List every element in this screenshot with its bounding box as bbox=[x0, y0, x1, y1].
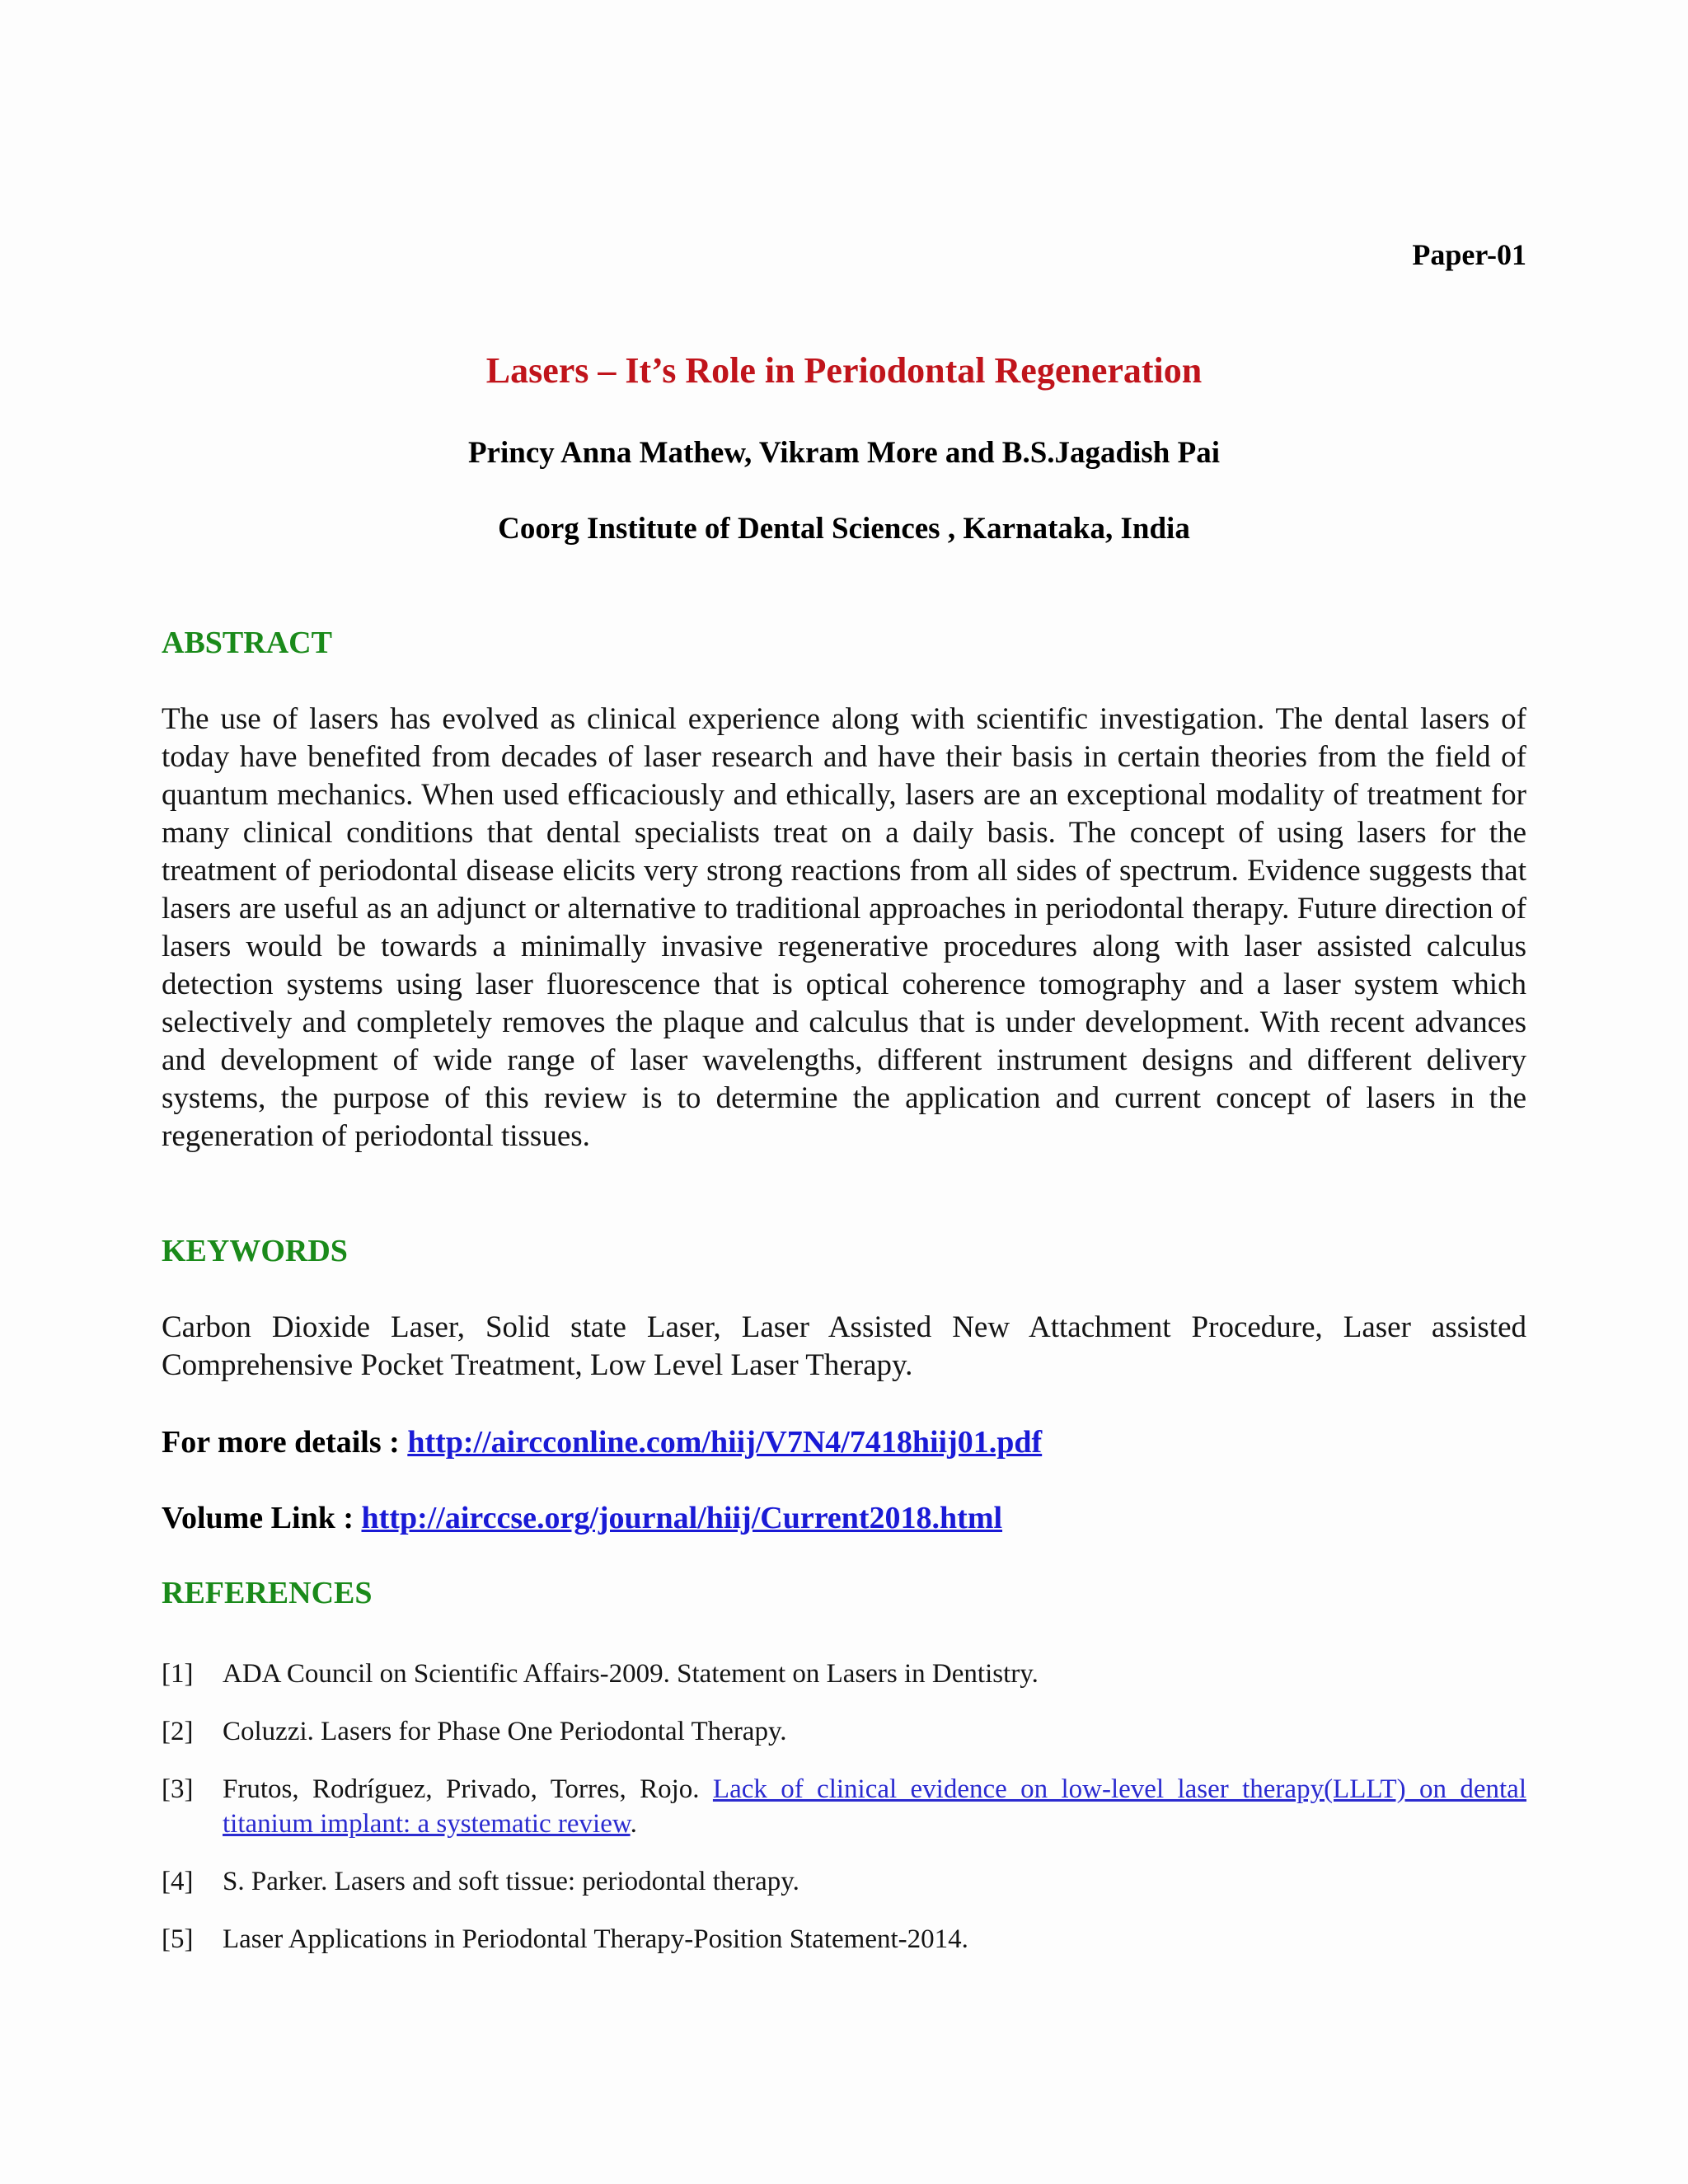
volume-line bbox=[162, 1500, 1002, 1536]
details-link[interactable]: http://aircconline.com/hiij/V7N4/7418hiij01.pdf bbox=[407, 1425, 1043, 1460]
reference-item bbox=[162, 1922, 1526, 1957]
reference-citation: ADA Council on Scientific Affairs-2009. Statement on Lasers in Dentistry. bbox=[223, 1659, 1039, 1689]
abstract-heading: ABSTRACT bbox=[162, 626, 332, 660]
volume-link[interactable]: http://airccse.org/journal/hiij/Current2018.html bbox=[361, 1501, 1003, 1535]
reference-text bbox=[223, 1922, 1526, 1957]
details-label: For more details : bbox=[162, 1425, 408, 1460]
volume-label: Volume Link : bbox=[162, 1501, 362, 1535]
affiliation: Coorg Institute of Dental Sciences , Karnataka, India bbox=[498, 512, 1190, 546]
author-list: Princy Anna Mathew, Vikram More and B.S.Jagadish Pai bbox=[467, 436, 1221, 470]
reference-number: [2] bbox=[162, 1717, 194, 1746]
paper-title: Lasers – It’s Role in Periodontal Regeneration bbox=[485, 350, 1203, 391]
reference-item bbox=[162, 1864, 1526, 1899]
details-line bbox=[162, 1424, 1042, 1460]
reference-text bbox=[223, 1714, 1526, 1749]
reference-link[interactable]: Lack of clinical evidence on low-level laser therapy(LLLT) on dental titanium implant: a systematic review bbox=[223, 1774, 1526, 1839]
reference-number: [5] bbox=[162, 1924, 194, 1954]
paper-id: Paper-01 bbox=[1412, 238, 1526, 271]
reference-list bbox=[162, 1657, 1526, 1980]
keywords-heading: KEYWORDS bbox=[162, 1234, 348, 1268]
reference-citation: Frutos, Rodríguez, Privado, Torres, Rojo. bbox=[223, 1774, 713, 1804]
references-heading: REFERENCES bbox=[162, 1576, 373, 1610]
reference-number: [3] bbox=[162, 1774, 194, 1804]
abstract-text: The use of lasers has evolved as clinical experience along with scientific investigation. The dental lasers of today have benefited from decades of laser research and have their basis in certain theories from the field of quantum mechanics. When used efficaciously and ethically, lasers are an exceptional modality of treatment for many clinical conditions that dental specialists treat on a daily basis. The concept of using lasers for the treatment of periodontal disease elicits very strong reactions from all sides of spectrum. Evidence suggests that lasers are useful as an adjunct or alternative to traditional approaches in periodontal therapy. Future direction of lasers would be towards a minimally invasive regenerative procedures along with laser assisted calculus detection systems using laser fluorescence that is optical coherence tomography and a laser system which selectively and completely removes the plaque and calculus that is under development. With recent advances and development of wide range of laser wavelengths, different instrument designs and different delivery systems, the purpose of this review is to determine the application and current concept of lasers in the regeneration of periodontal tissues. bbox=[162, 702, 1526, 1153]
reference-item bbox=[162, 1772, 1526, 1841]
reference-text bbox=[223, 1772, 1526, 1841]
reference-citation: Coluzzi. Lasers for Phase One Periodontal Therapy. bbox=[223, 1717, 787, 1746]
reference-number: [1] bbox=[162, 1659, 194, 1689]
keywords-text: Carbon Dioxide Laser, Solid state Laser, Laser Assisted New Attachment Procedure, Laser assisted Comprehensive Pocket Treatment, Low Level Laser Therapy. bbox=[162, 1310, 1526, 1382]
reference-text bbox=[223, 1864, 1526, 1899]
reference-item bbox=[162, 1714, 1526, 1749]
reference-citation: S. Parker. Lasers and soft tissue: periodontal therapy. bbox=[223, 1867, 799, 1896]
reference-text bbox=[223, 1657, 1526, 1691]
reference-trailing-period: . bbox=[630, 1809, 637, 1839]
reference-item bbox=[162, 1657, 1526, 1691]
reference-citation: Laser Applications in Periodontal Therapy-Position Statement-2014. bbox=[223, 1924, 968, 1954]
reference-number: [4] bbox=[162, 1867, 194, 1896]
